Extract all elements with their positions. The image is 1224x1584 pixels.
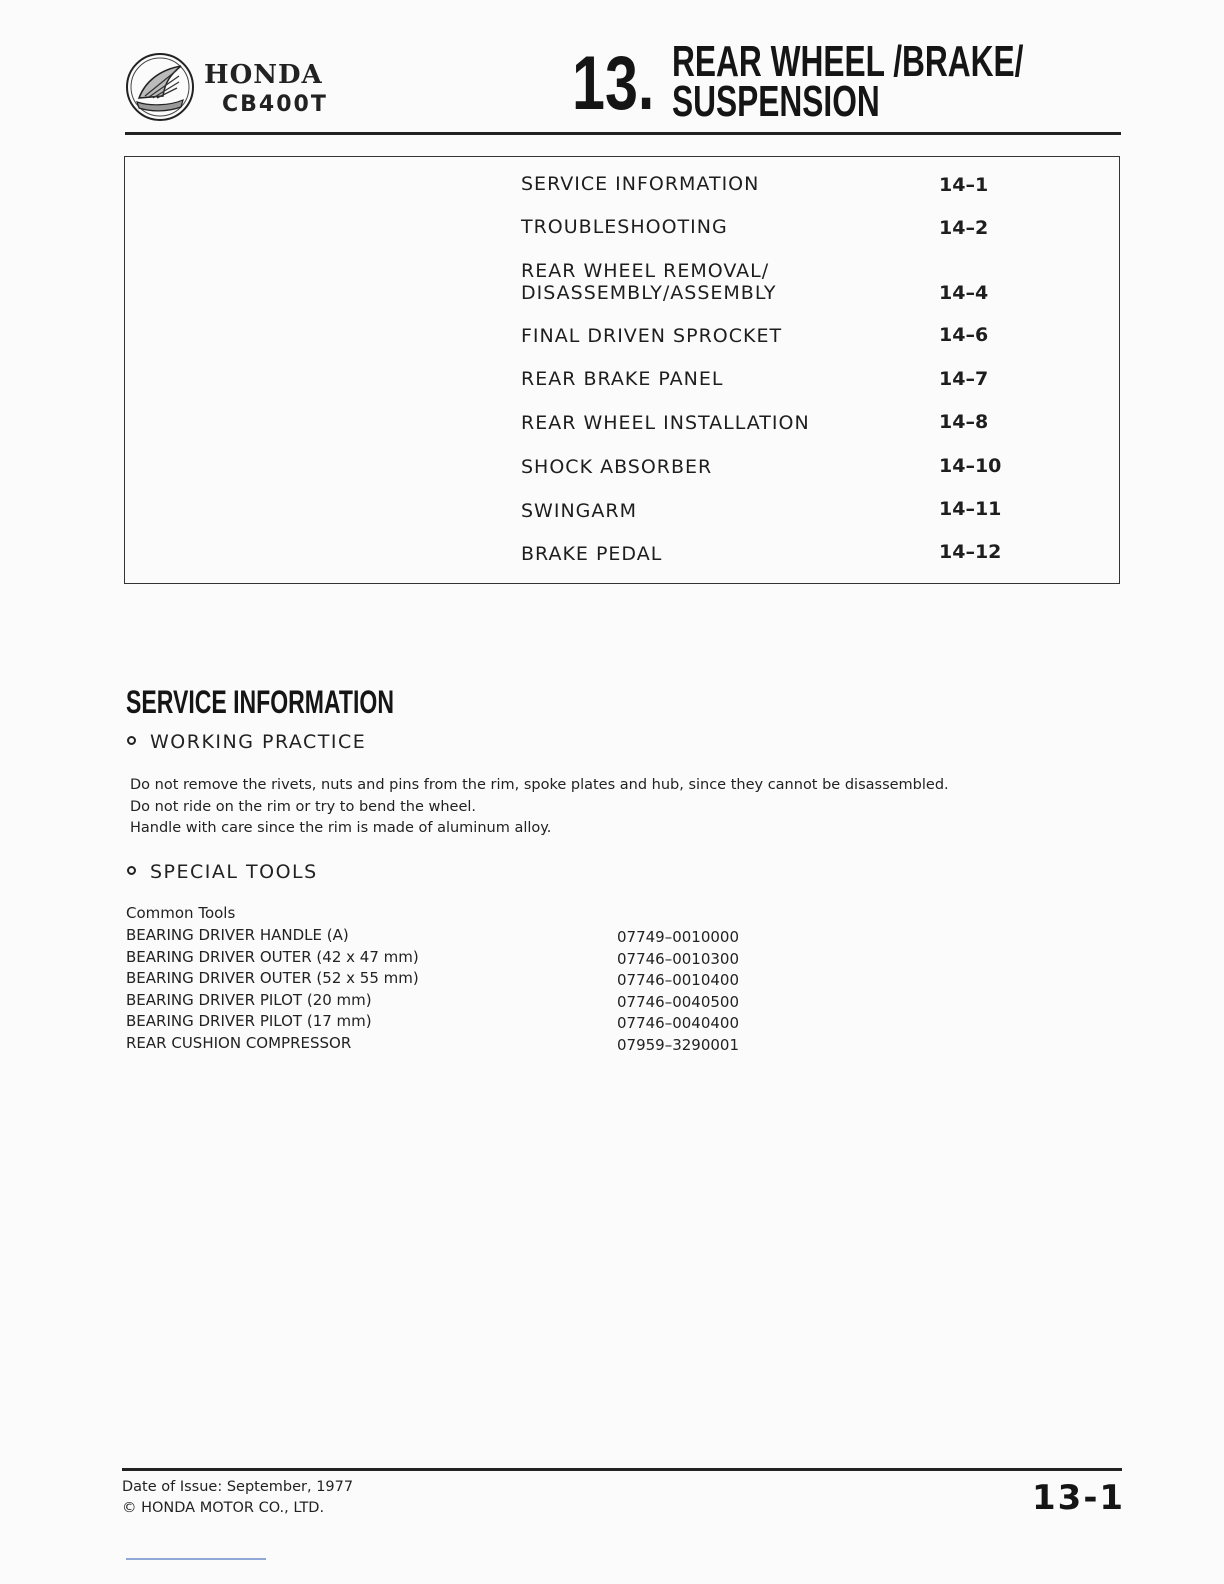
- scan-mark: [126, 1558, 266, 1560]
- toc-item-page: 14–11: [939, 498, 1002, 520]
- text-line: Do not remove the rivets, nuts and pins from the rim, spoke plates and hub, since they cannot be disassembled.: [130, 777, 949, 793]
- toc-item-title: FINAL DRIVEN SPROCKET: [521, 325, 783, 347]
- tool-name: REAR CUSHION COMPRESSOR: [126, 1033, 352, 1052]
- chapter-number: 13.: [572, 41, 655, 126]
- tool-name: BEARING DRIVER HANDLE (A): [126, 926, 349, 944]
- table-of-contents: [124, 156, 1120, 584]
- toc-item-page: 14–8: [939, 411, 989, 433]
- header-rule: [125, 132, 1121, 135]
- toc-item-title: TROUBLESHOOTING: [521, 216, 728, 238]
- footer-info: [122, 1477, 353, 1519]
- toc-item-page: 14–2: [939, 217, 989, 239]
- text-line: Handle with care since the rim is made of aluminum alloy.: [130, 820, 552, 836]
- date-of-issue: Date of Issue: September, 1977: [122, 1479, 354, 1495]
- tool-number: 07959–3290001: [617, 1035, 740, 1054]
- working-practice-text: [130, 775, 949, 840]
- special-tools-label: SPECIAL TOOLS: [150, 861, 318, 883]
- copyright: © HONDA MOTOR CO., LTD.: [122, 1500, 325, 1516]
- bullet-icon: [127, 866, 136, 875]
- toc-item-title: SERVICE INFORMATION: [521, 173, 760, 195]
- section-heading: SERVICE INFORMATION: [126, 684, 394, 720]
- tool-name: BEARING DRIVER PILOT (20 mm): [126, 990, 372, 1009]
- toc-item-page: 14–7: [939, 368, 989, 390]
- tools-list-numbers: [617, 927, 739, 1057]
- toc-item-page: 14–4: [939, 282, 989, 304]
- brand-name: HONDA: [204, 60, 323, 90]
- tool-name: BEARING DRIVER OUTER (52 x 55 mm): [126, 969, 419, 988]
- chapter-title-line1: REAR WHEEL /BRAKE/: [672, 37, 1024, 86]
- tools-group-label: Common Tools: [126, 904, 236, 922]
- tool-name: BEARING DRIVER PILOT (17 mm): [126, 1012, 372, 1031]
- chapter-title: [672, 37, 1024, 126]
- special-tools-heading: [127, 861, 318, 883]
- toc-item-page: 14–1: [939, 174, 989, 196]
- toc-item-page: 14–12: [939, 541, 1002, 563]
- bullet-icon: [127, 736, 136, 745]
- tool-number: 07749–0010000: [617, 928, 740, 946]
- honda-wing-icon: [125, 52, 195, 122]
- footer-rule: [122, 1468, 1122, 1471]
- tools-list-names: [126, 925, 419, 1055]
- toc-item-title: REAR WHEEL INSTALLATION: [521, 412, 810, 434]
- toc-item-title: SWINGARM: [521, 500, 637, 522]
- working-practice-heading: [127, 731, 366, 753]
- tool-number: 07746–0040500: [617, 992, 740, 1011]
- tool-number: 07746–0010300: [617, 949, 740, 968]
- tool-number: 07746–0040400: [617, 1014, 740, 1033]
- toc-item-page: 14–10: [939, 455, 1002, 477]
- page-number: 13-1: [1032, 1478, 1126, 1518]
- toc-item-title: REAR WHEEL REMOVAL/ DISASSEMBLY/ASSEMBLY: [521, 260, 777, 304]
- text-line: Do not ride on the rim or try to bend the wheel.: [130, 798, 477, 815]
- toc-item-title: BRAKE PEDAL: [521, 543, 663, 565]
- working-practice-label: WORKING PRACTICE: [150, 731, 367, 753]
- model-name: CB400T: [222, 92, 328, 117]
- tool-number: 07746–0010400: [617, 971, 740, 990]
- toc-item-page: 14–6: [939, 324, 989, 346]
- tool-name: BEARING DRIVER OUTER (42 x 47 mm): [126, 947, 419, 966]
- toc-item-title: SHOCK ABSORBER: [521, 456, 713, 478]
- toc-item-title: REAR BRAKE PANEL: [521, 368, 724, 390]
- chapter-title-line2: SUSPENSION: [672, 77, 880, 126]
